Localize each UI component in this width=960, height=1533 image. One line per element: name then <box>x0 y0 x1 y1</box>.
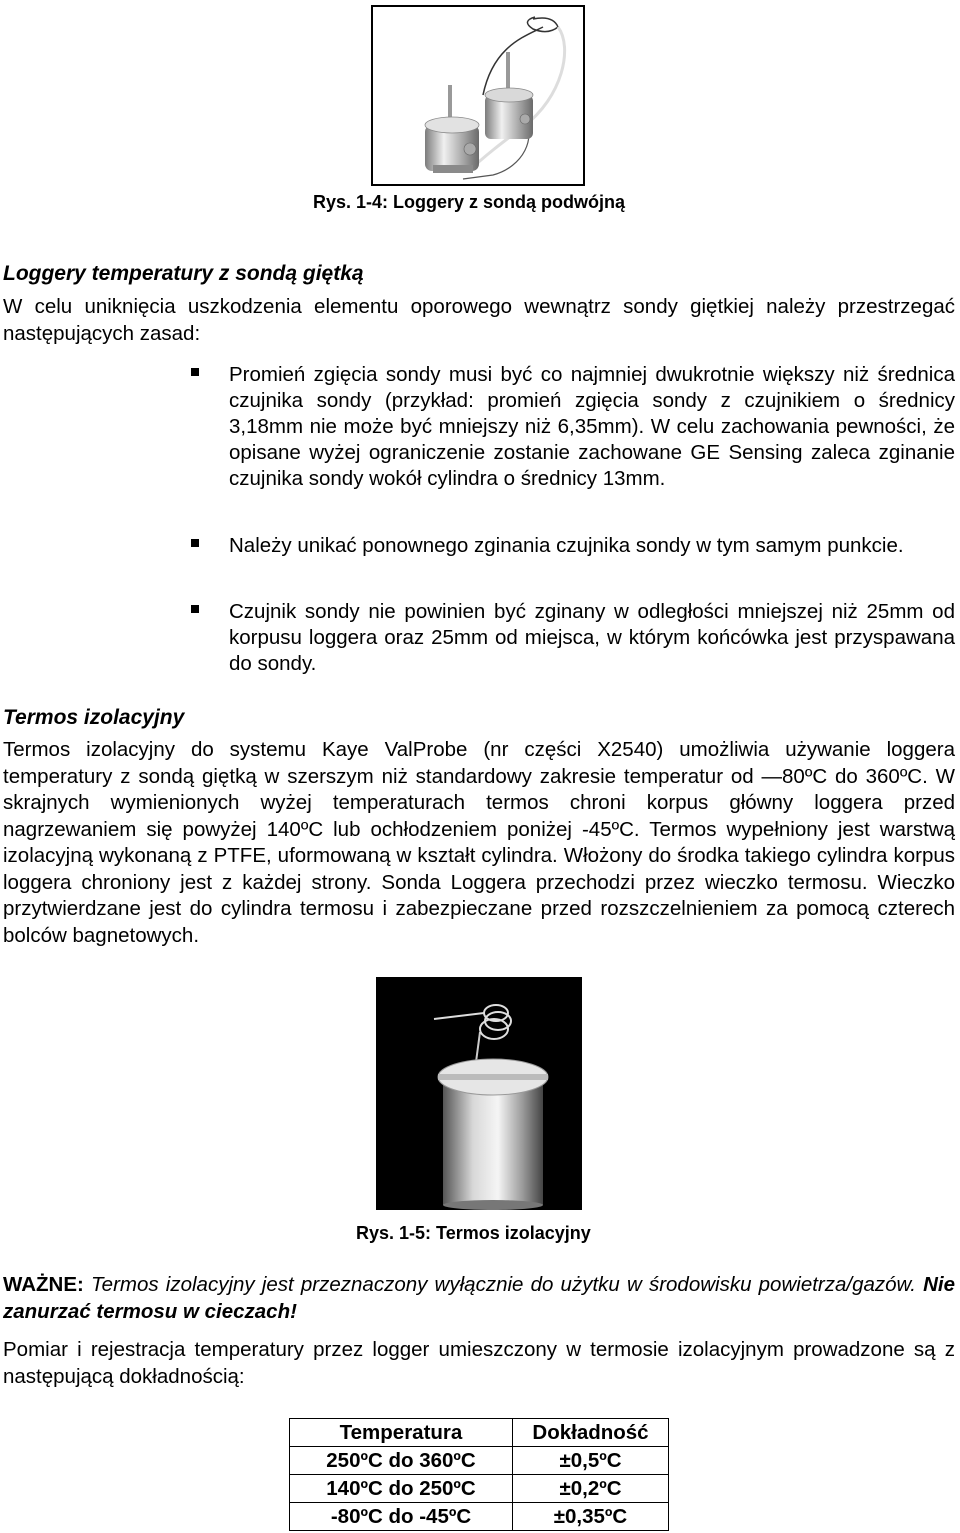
table-row <box>290 1475 669 1503</box>
table-header-cell: Dokładność <box>513 1419 669 1447</box>
bullet-item <box>229 533 955 559</box>
figure-dual-probe-loggers <box>371 5 585 186</box>
bullet-square-icon <box>191 605 199 613</box>
dual-probe-loggers-image <box>373 7 583 184</box>
bullet-text: Należy unikać ponownego zginania czujnika sondy w tym samym punkcie. <box>229 534 904 557</box>
warning-paragraph <box>3 1272 955 1325</box>
bullet-square-icon <box>191 368 199 376</box>
figure-1-caption: Rys. 1-4: Loggery z sondą podwójną <box>313 192 626 212</box>
section-1-intro: W celu uniknięcia uszkodzenia elementu oporowego wewnątrz sondy giętkiej należy przestrzegać następujących zasad: <box>3 295 955 345</box>
accuracy-table <box>289 1418 669 1531</box>
warning-emphasis: Nie zanurzać termosu w cieczach! <box>3 1273 955 1323</box>
table-cell: ±0,35ºC <box>513 1503 669 1531</box>
table-cell: 140ºC do 250ºC <box>290 1475 513 1503</box>
section-2-body: Termos izolacyjny do systemu Kaye ValProbe (nr części X2540) umożliwia używanie loggera temperatury z sondą giętką w szerszym niż standardowy zakresie temperatur od —80ºC do 360ºC. W skrajnych wymienionych wyżej temperaturach termos chroni korpus główny loggera przed nagrzewaniem się powyżej 140ºC lub ochłodzeniem poniżej -45ºC. Termos wypełniony jest warstwą izolacyjną wykonaną z PTFE, uformowaną w kształt cylindra. Włożony do środka takiego cylindra korpus loggera chroniony jest z każdej strony. Sonda Loggera przechodzi przez wieczko termosu. Wieczko przytwierdzane jest do cylindra termosu i zabezpieczane przed rozszczelnieniem za pomocą czterech bolców bagnetowych. <box>3 738 955 947</box>
table-cell: 250ºC do 360ºC <box>290 1447 513 1475</box>
bullet-item <box>229 362 955 492</box>
table-cell: ±0,2ºC <box>513 1475 669 1503</box>
section-title-flexible-probe: Loggery temperatury z sondą giętką <box>3 262 364 285</box>
bullet-text: Czujnik sondy nie powinien być zginany w odległości mniejszej niż 25mm od korpusu loggera oraz 25mm od miejsca, w którym końcówka jest przyspawana do sondy. <box>229 600 955 675</box>
bullet-square-icon <box>191 539 199 547</box>
section-title-thermal-barrier: Termos izolacyjny <box>3 706 185 729</box>
figure-thermal-barrier <box>376 977 582 1210</box>
accuracy-intro: Pomiar i rejestracja temperatury przez logger umieszczony w termosie izolacyjnym prowadzone są z następującą dokładnością: <box>3 1338 955 1388</box>
table-cell: -80ºC do -45ºC <box>290 1503 513 1531</box>
bullet-item <box>229 599 955 677</box>
table-header-row <box>290 1419 669 1447</box>
table-cell: ±0,5ºC <box>513 1447 669 1475</box>
figure-2-caption: Rys. 1-5: Termos izolacyjny <box>356 1223 591 1243</box>
warning-label: WAŻNE: <box>3 1273 84 1296</box>
table-row <box>290 1503 669 1531</box>
warning-text: Termos izolacyjny jest przeznaczony wyłącznie do użytku w środowisku powietrza/gazów. <box>91 1273 916 1296</box>
table-header-cell: Temperatura <box>290 1419 513 1447</box>
bullet-text: Promień zgięcia sondy musi być co najmniej dwukrotnie większy niż średnica czujnika sondy (przykład: promień zgięcia sondy z czujnikiem o średnicy 3,18mm nie może być mniejszy niż 6,35mm). W celu zachowania pewności, że opisane wyżej ograniczenie zostanie zachowane GE Sensing zaleca zginanie czujnika sondy wokół cylindra o średnicy 13mm. <box>229 363 955 490</box>
table-row <box>290 1447 669 1475</box>
thermal-barrier-image <box>376 977 582 1210</box>
